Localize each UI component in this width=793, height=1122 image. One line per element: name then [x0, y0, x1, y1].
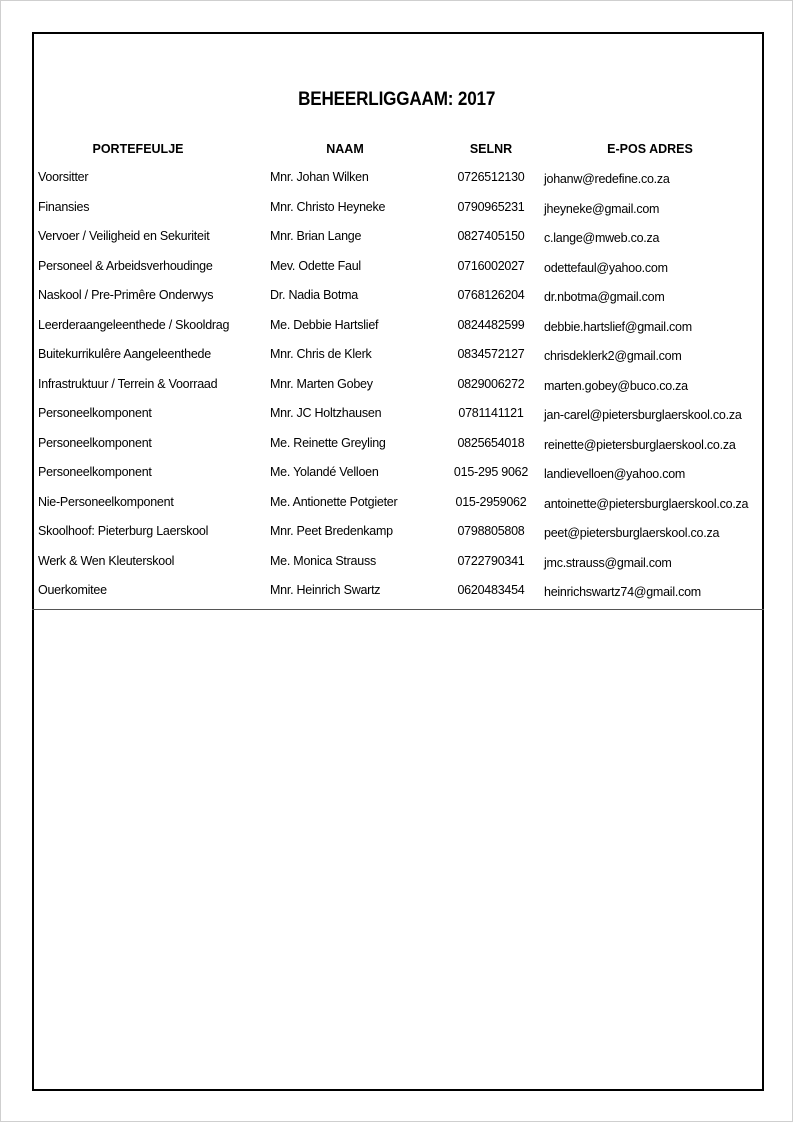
row-name: Mnr. Chris de Klerk [270, 347, 372, 361]
row-name: Me. Reinette Greyling [270, 435, 386, 450]
table-row [0, 229, 793, 259]
row-email: debbie.hartslief@gmail.com [544, 319, 692, 334]
row-name: Me. Yolandé Velloen [270, 465, 379, 479]
row-portfolio: Personeelkomponent [38, 465, 152, 479]
row-email: dr.nbotma@gmail.com [544, 290, 665, 304]
row-portfolio: Skoolhoof: Pieterburg Laerskool [38, 524, 209, 538]
row-name: Mnr. Brian Lange [270, 229, 362, 243]
table-row [0, 288, 793, 318]
row-cell: 0798805808 [457, 524, 525, 538]
row-portfolio: Infrastruktuur / Terrein & Voorraad [38, 376, 218, 391]
row-email: antoinette@pietersburglaerskool.co.za [544, 496, 749, 511]
table-row [0, 347, 793, 377]
table-row [0, 465, 793, 495]
row-email: peet@pietersburglaerskool.co.za [544, 526, 720, 540]
row-portfolio: Buitekurrikulêre Aangeleenthede [38, 347, 211, 361]
row-email: jmc.strauss@gmail.com [544, 555, 672, 570]
row-name: Mnr. Peet Bredenkamp [270, 524, 393, 538]
table-row [0, 406, 793, 436]
row-portfolio: Leerderaangeleenthede / Skooldrag [38, 317, 230, 332]
row-portfolio: Naskool / Pre-Primêre Onderwys [38, 288, 214, 302]
row-portfolio: Personeelkomponent [38, 435, 152, 450]
row-cell: 0829006272 [457, 376, 525, 391]
table-row [0, 495, 793, 525]
row-email: marten.gobey@buco.co.za [544, 378, 688, 393]
row-portfolio: Finansies [38, 199, 90, 214]
row-portfolio: Ouerkomitee [38, 583, 107, 597]
table-bottom-divider [32, 609, 764, 610]
row-portfolio: Personeelkomponent [38, 406, 152, 420]
row-portfolio: Nie-Personeelkomponent [38, 494, 174, 509]
row-name: Dr. Nadia Botma [270, 288, 358, 302]
row-name: Me. Monica Strauss [270, 553, 376, 568]
table-row [0, 318, 793, 348]
row-name: Mnr. Johan Wilken [270, 170, 369, 184]
row-cell: 0716002027 [457, 258, 525, 273]
row-email: heinrichswartz74@gmail.com [544, 585, 701, 599]
page-title: BEHEERLIGGAAM: 2017 [298, 89, 496, 110]
column-header-portfolio: PORTEFEULJE [92, 142, 184, 156]
row-cell: 0825654018 [457, 435, 525, 450]
row-name: Mnr. Christo Heyneke [270, 199, 386, 214]
row-portfolio: Vervoer / Veiligheid en Sekuriteit [38, 229, 210, 243]
column-header-name: NAAM [326, 142, 364, 156]
row-cell: 0722790341 [457, 553, 525, 568]
row-cell: 0620483454 [457, 583, 525, 597]
table-row [0, 200, 793, 230]
board-members-table [0, 170, 793, 613]
row-name: Mnr. JC Holtzhausen [270, 406, 382, 420]
table-row [0, 377, 793, 407]
row-cell: 0834572127 [457, 347, 525, 361]
row-email: jheyneke@gmail.com [544, 201, 660, 216]
table-row [0, 524, 793, 554]
column-header-email: E-POS ADRES [607, 142, 693, 156]
row-portfolio: Voorsitter [38, 170, 89, 184]
table-row [0, 436, 793, 466]
row-cell: 0790965231 [457, 199, 525, 214]
row-name: Mnr. Heinrich Swartz [270, 583, 381, 597]
row-portfolio: Personeel & Arbeidsverhoudinge [38, 258, 213, 273]
row-cell: 015-295 9062 [453, 465, 529, 479]
row-cell: 0726512130 [457, 170, 525, 184]
row-cell: 0827405150 [457, 229, 525, 243]
row-name: Mev. Odette Faul [270, 258, 361, 273]
row-cell: 0781141121 [458, 406, 524, 420]
row-email: jan-carel@pietersburglaerskool.co.za [544, 408, 742, 422]
row-portfolio: Werk & Wen Kleuterskool [38, 553, 175, 568]
row-name: Mnr. Marten Gobey [270, 376, 373, 391]
row-email: odettefaul@yahoo.com [544, 260, 668, 275]
table-row [0, 259, 793, 289]
table-row [0, 554, 793, 584]
row-cell: 015-2959062 [455, 494, 527, 509]
row-name: Me. Antionette Potgieter [270, 494, 398, 509]
row-email: landievelloen@yahoo.com [544, 467, 686, 481]
row-cell: 0768126204 [457, 288, 525, 302]
row-email: chrisdeklerk2@gmail.com [544, 349, 682, 363]
table-row [0, 170, 793, 200]
row-cell: 0824482599 [457, 317, 525, 332]
column-header-cell: SELNR [469, 142, 513, 156]
row-name: Me. Debbie Hartslief [270, 317, 379, 332]
row-email: c.lange@mweb.co.za [544, 231, 660, 245]
row-email: reinette@pietersburglaerskool.co.za [544, 437, 736, 452]
row-email: johanw@redefine.co.za [544, 172, 670, 186]
